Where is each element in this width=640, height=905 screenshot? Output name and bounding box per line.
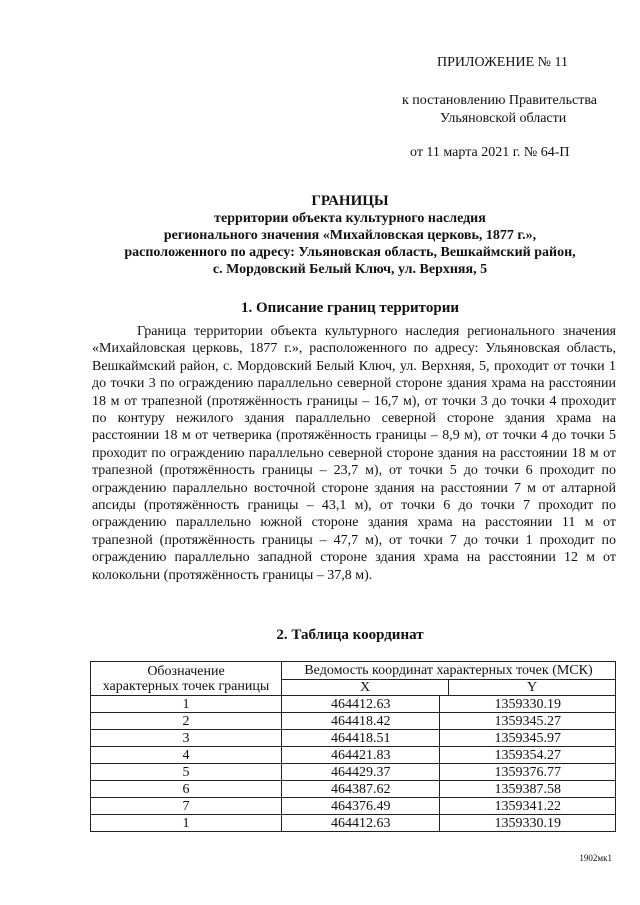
title-main: ГРАНИЦЫ — [311, 193, 389, 209]
table-row — [91, 815, 616, 832]
cell-x: 464412.63 — [282, 696, 440, 713]
cell-x: 464421.83 — [282, 747, 440, 764]
resolution-line-2: Ульяновской области — [440, 111, 567, 126]
table-row — [91, 747, 616, 764]
resolution-line-1: к постановлению Правительства — [402, 93, 598, 108]
coordinates-body — [91, 696, 616, 832]
cell-x: 464412.63 — [282, 815, 440, 832]
points-header-line-1: Обозначение — [147, 663, 225, 679]
title-line-4: с. Мордовский Белый Ключ, ул. Верхняя, 5 — [212, 262, 488, 277]
cell-y: 1359345.97 — [440, 730, 616, 747]
points-header — [91, 662, 282, 696]
cell-y: 1359376.77 — [440, 764, 616, 781]
table-row — [91, 798, 616, 815]
section-2-heading: 2. Таблица координат — [276, 627, 424, 643]
cell-y: 1359354.27 — [440, 747, 616, 764]
cell-x: 464387.62 — [282, 781, 440, 798]
title-line-3: расположенного по адресу: Ульяновская область, Вешкаймский район, — [124, 245, 576, 260]
cell-x: 464429.37 — [282, 764, 440, 781]
table-row — [91, 764, 616, 781]
document-title — [60, 193, 640, 278]
appendix-label: ПРИЛОЖЕНИЕ № 11 — [437, 55, 568, 70]
cell-point: 2 — [91, 713, 282, 730]
cell-point: 7 — [91, 798, 282, 815]
cell-y: 1359330.19 — [440, 815, 616, 832]
document-code: 1902мк1 — [579, 853, 612, 863]
title-line-2: регионального значения «Михайловская церковь, 1877 г.», — [163, 228, 537, 243]
points-header-line-2: характерных точек границы — [102, 678, 270, 694]
cell-x: 464418.51 — [282, 730, 440, 747]
cell-y: 1359330.19 — [440, 696, 616, 713]
coords-header-title: Ведомость координат характерных точек (МСК) — [282, 662, 615, 680]
y-header: Y — [526, 680, 538, 695]
cell-y: 1359345.27 — [440, 713, 616, 730]
cell-point: 4 — [91, 747, 282, 764]
cell-point: 1 — [91, 815, 282, 832]
x-header: X — [282, 680, 449, 695]
table-row — [91, 730, 616, 747]
resolution-date: от 11 марта 2021 г. № 64-П — [410, 145, 570, 160]
boundary-description: Граница территории объекта культурного наследия регионального значения «Михайловская церковь, 1877 г.», расположенного по адресу: Ульяновская область, Вешкаймский район, с. Мордовский Белый Ключ, ул. Верхняя, 5, проходит от точки 1 до точки 3 по ограждению параллельно северной стороне здания храма на расстоянии 18 м от трапезной (протяжённость границы – 16,7 м), от точки 3 до точки 4 проходит по контуру нежилого здания параллельно северной стороне здания храма на расстоянии 18 м от четверика (протяжённость границы – 8,9 м), от точки 4 до точки 5 проходит по ограждению параллельно северной стороне здания на расстоянии 18 м от трапезной (протяжённость границы – 23,7 м), от точки 5 до точки 6 проходит по ограждению параллельно восточной стороне здания на расстоянии 7 м от алтарной апсиды (протяжённость границы – 43,1 м), от точки 6 до точки 7 проходит по ограждению параллельно южной стороне здания храма на расстоянии 11 м от трапезной (протяжённость границы – 47,7 м), от точки 7 до точки 1 проходит по ограждению параллельно западной стороне здания храма на расстоянии 12 м от колокольни (протяжённость границы – 37,8 м). — [92, 324, 616, 583]
cell-point: 3 — [91, 730, 282, 747]
table-row — [91, 713, 616, 730]
cell-y: 1359387.58 — [440, 781, 616, 798]
coordinates-table — [90, 661, 616, 832]
table-row — [91, 781, 616, 798]
cell-x: 464418.42 — [282, 713, 440, 730]
coords-header — [282, 662, 616, 696]
cell-point: 6 — [91, 781, 282, 798]
section-1-heading: 1. Описание границ территории — [241, 300, 459, 316]
cell-point: 5 — [91, 764, 282, 781]
title-line-1: территории объекта культурного наследия — [214, 211, 486, 226]
cell-point: 1 — [91, 696, 282, 713]
table-row — [91, 696, 616, 713]
cell-y: 1359341.22 — [440, 798, 616, 815]
cell-x: 464376.49 — [282, 798, 440, 815]
